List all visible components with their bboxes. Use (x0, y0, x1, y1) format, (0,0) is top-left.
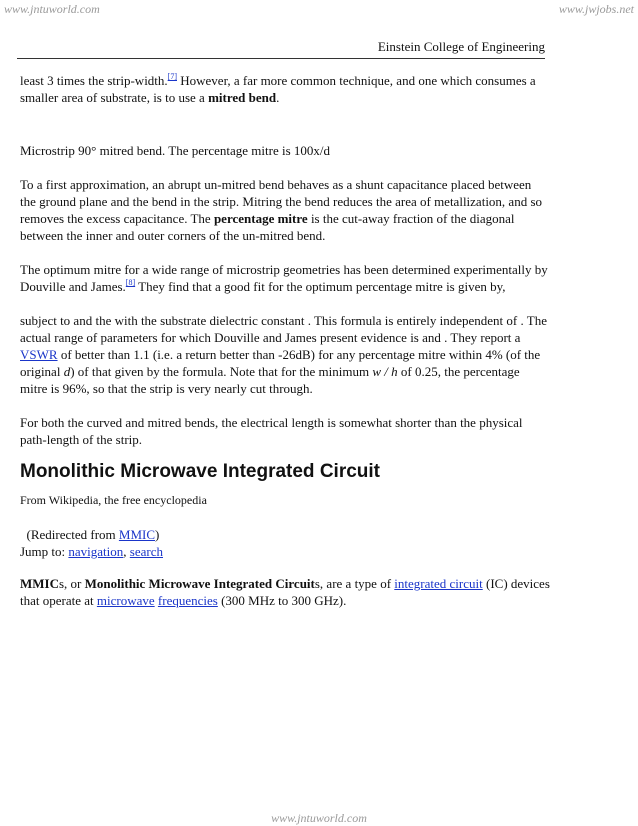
text: To a first approximation, an abrupt un-mitred bend behaves as a shunt capacitance placed between the ground plane and the bend in the strip. Mitring the bend reduces the area of metallization, and so removes the excess capacitance. The (20, 177, 543, 226)
text: of better than 1.1 (i.e. a return better than -26dB) for any percentage mitre within 4% (of the original (20, 347, 541, 379)
vswr-link[interactable]: VSWR (20, 347, 58, 362)
jump-to-line (20, 543, 550, 560)
paragraph-approximation (20, 176, 550, 244)
integrated-circuit-link[interactable]: integrated circuit (394, 576, 483, 591)
text: least 3 times the strip-width. (20, 73, 168, 88)
text: However, a far more common technique, and one which consumes a smaller area of substrate, is to use a (20, 73, 536, 105)
text: ) (155, 527, 160, 542)
section-heading: Monolithic Microwave Integrated Circuit (20, 461, 380, 482)
text: The optimum mitre for a wide range of microstrip geometries has been determined experimentally by Douville and James. (20, 262, 548, 294)
italic-var: w / h (372, 364, 398, 379)
bold-term: MMIC (20, 576, 59, 591)
source-line: From Wikipedia, the free encyclopedia (20, 493, 207, 507)
paragraph-mmic-definition (20, 575, 550, 609)
text: Jump to: (20, 544, 69, 559)
text: s, or (59, 576, 85, 591)
text: (IC) devices that operate at (20, 576, 550, 608)
text: They find that a good fit for the optimum percentage mitre is given by, (135, 279, 506, 294)
text: (300 MHz to 300 GHz). (217, 593, 347, 608)
paragraph-optimum-mitre (20, 261, 550, 295)
bold-term: Monolithic Microwave Integrated Circuit (84, 576, 315, 591)
paragraph-formula-range (20, 312, 550, 397)
text: , (123, 544, 130, 559)
text: is the cut-away fraction of the diagonal between the inner and outer corners of the un-mitred bend. (20, 211, 515, 243)
text: (Redirected from (26, 527, 119, 542)
text: of 0.25, the percentage mitre is 96%, so that the strip is very nearly cut through. (20, 364, 520, 396)
paragraph-mitred-intro (20, 72, 550, 106)
text: subject to and the with the substrate dielectric constant . This formula is entirely independent of . The actual range of parameters for which Douville and James present evidence is and . They report a (20, 313, 547, 345)
bold-term: percentage mitre (213, 211, 308, 226)
paragraph-electrical-length: For both the curved and mitred bends, the electrical length is somewhat shorter than the physical path-length of the strip. (20, 415, 523, 447)
text: . (276, 90, 280, 105)
search-link[interactable]: search (129, 544, 163, 559)
redirect-line (20, 526, 550, 543)
text: ) of that given by the formula. Note that for the minimum (70, 364, 373, 379)
watermark-top-left: www.jntuworld.com (4, 2, 100, 16)
navigation-link[interactable]: navigation (68, 544, 124, 559)
frequencies-link[interactable]: frequencies (157, 593, 218, 608)
page-header: Einstein College of Engineering (17, 39, 545, 59)
figure-caption: Microstrip 90° mitred bend. The percentage mitre is 100x/d (20, 143, 331, 158)
italic-var: d (63, 364, 71, 379)
reference-link-7[interactable]: [7] (167, 72, 177, 81)
mmic-redirect-link[interactable]: MMIC (118, 527, 156, 542)
watermark-top-right: www.jwjobs.net (558, 2, 634, 16)
microwave-link[interactable]: microwave (96, 593, 155, 608)
article-body (20, 72, 550, 609)
reference-link-8[interactable]: [8] (125, 278, 136, 287)
bold-term: mitred bend (208, 90, 277, 105)
text: s, are a type of (314, 576, 395, 591)
watermark-bottom: www.jntuworld.com (271, 811, 367, 825)
